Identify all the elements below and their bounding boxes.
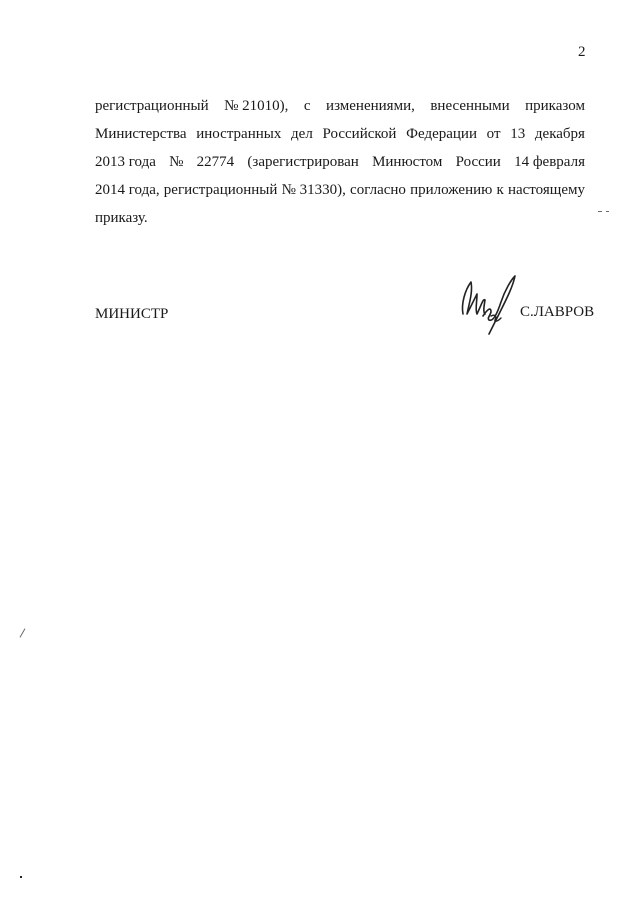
paragraph-line [95, 124, 585, 152]
handwritten-signature [457, 270, 525, 338]
word: с [303, 98, 311, 114]
word: к [496, 182, 504, 198]
word: 2013 года [95, 154, 156, 170]
word: № 31330), [281, 182, 346, 198]
word: согласно [350, 182, 406, 198]
word: 2014 года, [95, 182, 160, 198]
page-number: 2 [578, 44, 586, 60]
word: Российской [322, 126, 397, 142]
word: регистрационный [95, 98, 209, 114]
paragraph-line [95, 152, 585, 180]
word: иностранных [196, 126, 282, 142]
word: № 21010), [224, 98, 289, 114]
word: России [455, 154, 501, 170]
signer-role: МИНИСТР [95, 306, 169, 322]
word: приказу. [95, 210, 148, 226]
body-paragraph [95, 96, 585, 236]
scan-artifact [20, 628, 26, 637]
paragraph-line [95, 96, 585, 124]
word: приказом [525, 98, 585, 114]
signer-name: С.ЛАВРОВ [520, 304, 595, 320]
word: 22774 [196, 154, 235, 170]
paragraph-line [95, 208, 585, 236]
word: (зарегистрирован [247, 154, 359, 170]
paragraph-line [95, 180, 585, 208]
signature-block [95, 270, 595, 340]
scan-artifact [598, 211, 602, 212]
word: 13 [510, 126, 526, 142]
word: декабря [534, 126, 585, 142]
word: 14 февраля [514, 154, 585, 170]
word: Минюстом [372, 154, 443, 170]
word: изменениями, [326, 98, 415, 114]
word: внесенными [430, 98, 510, 114]
word: № [169, 154, 184, 170]
word: Федерации [406, 126, 477, 142]
word: приложению [410, 182, 493, 198]
word: дел [291, 126, 313, 142]
scan-artifact [20, 876, 22, 878]
word: Министерства [95, 126, 187, 142]
word: регистрационный [163, 182, 278, 198]
scan-artifact [606, 211, 609, 212]
word: от [486, 126, 501, 142]
word: настоящему [507, 182, 585, 198]
